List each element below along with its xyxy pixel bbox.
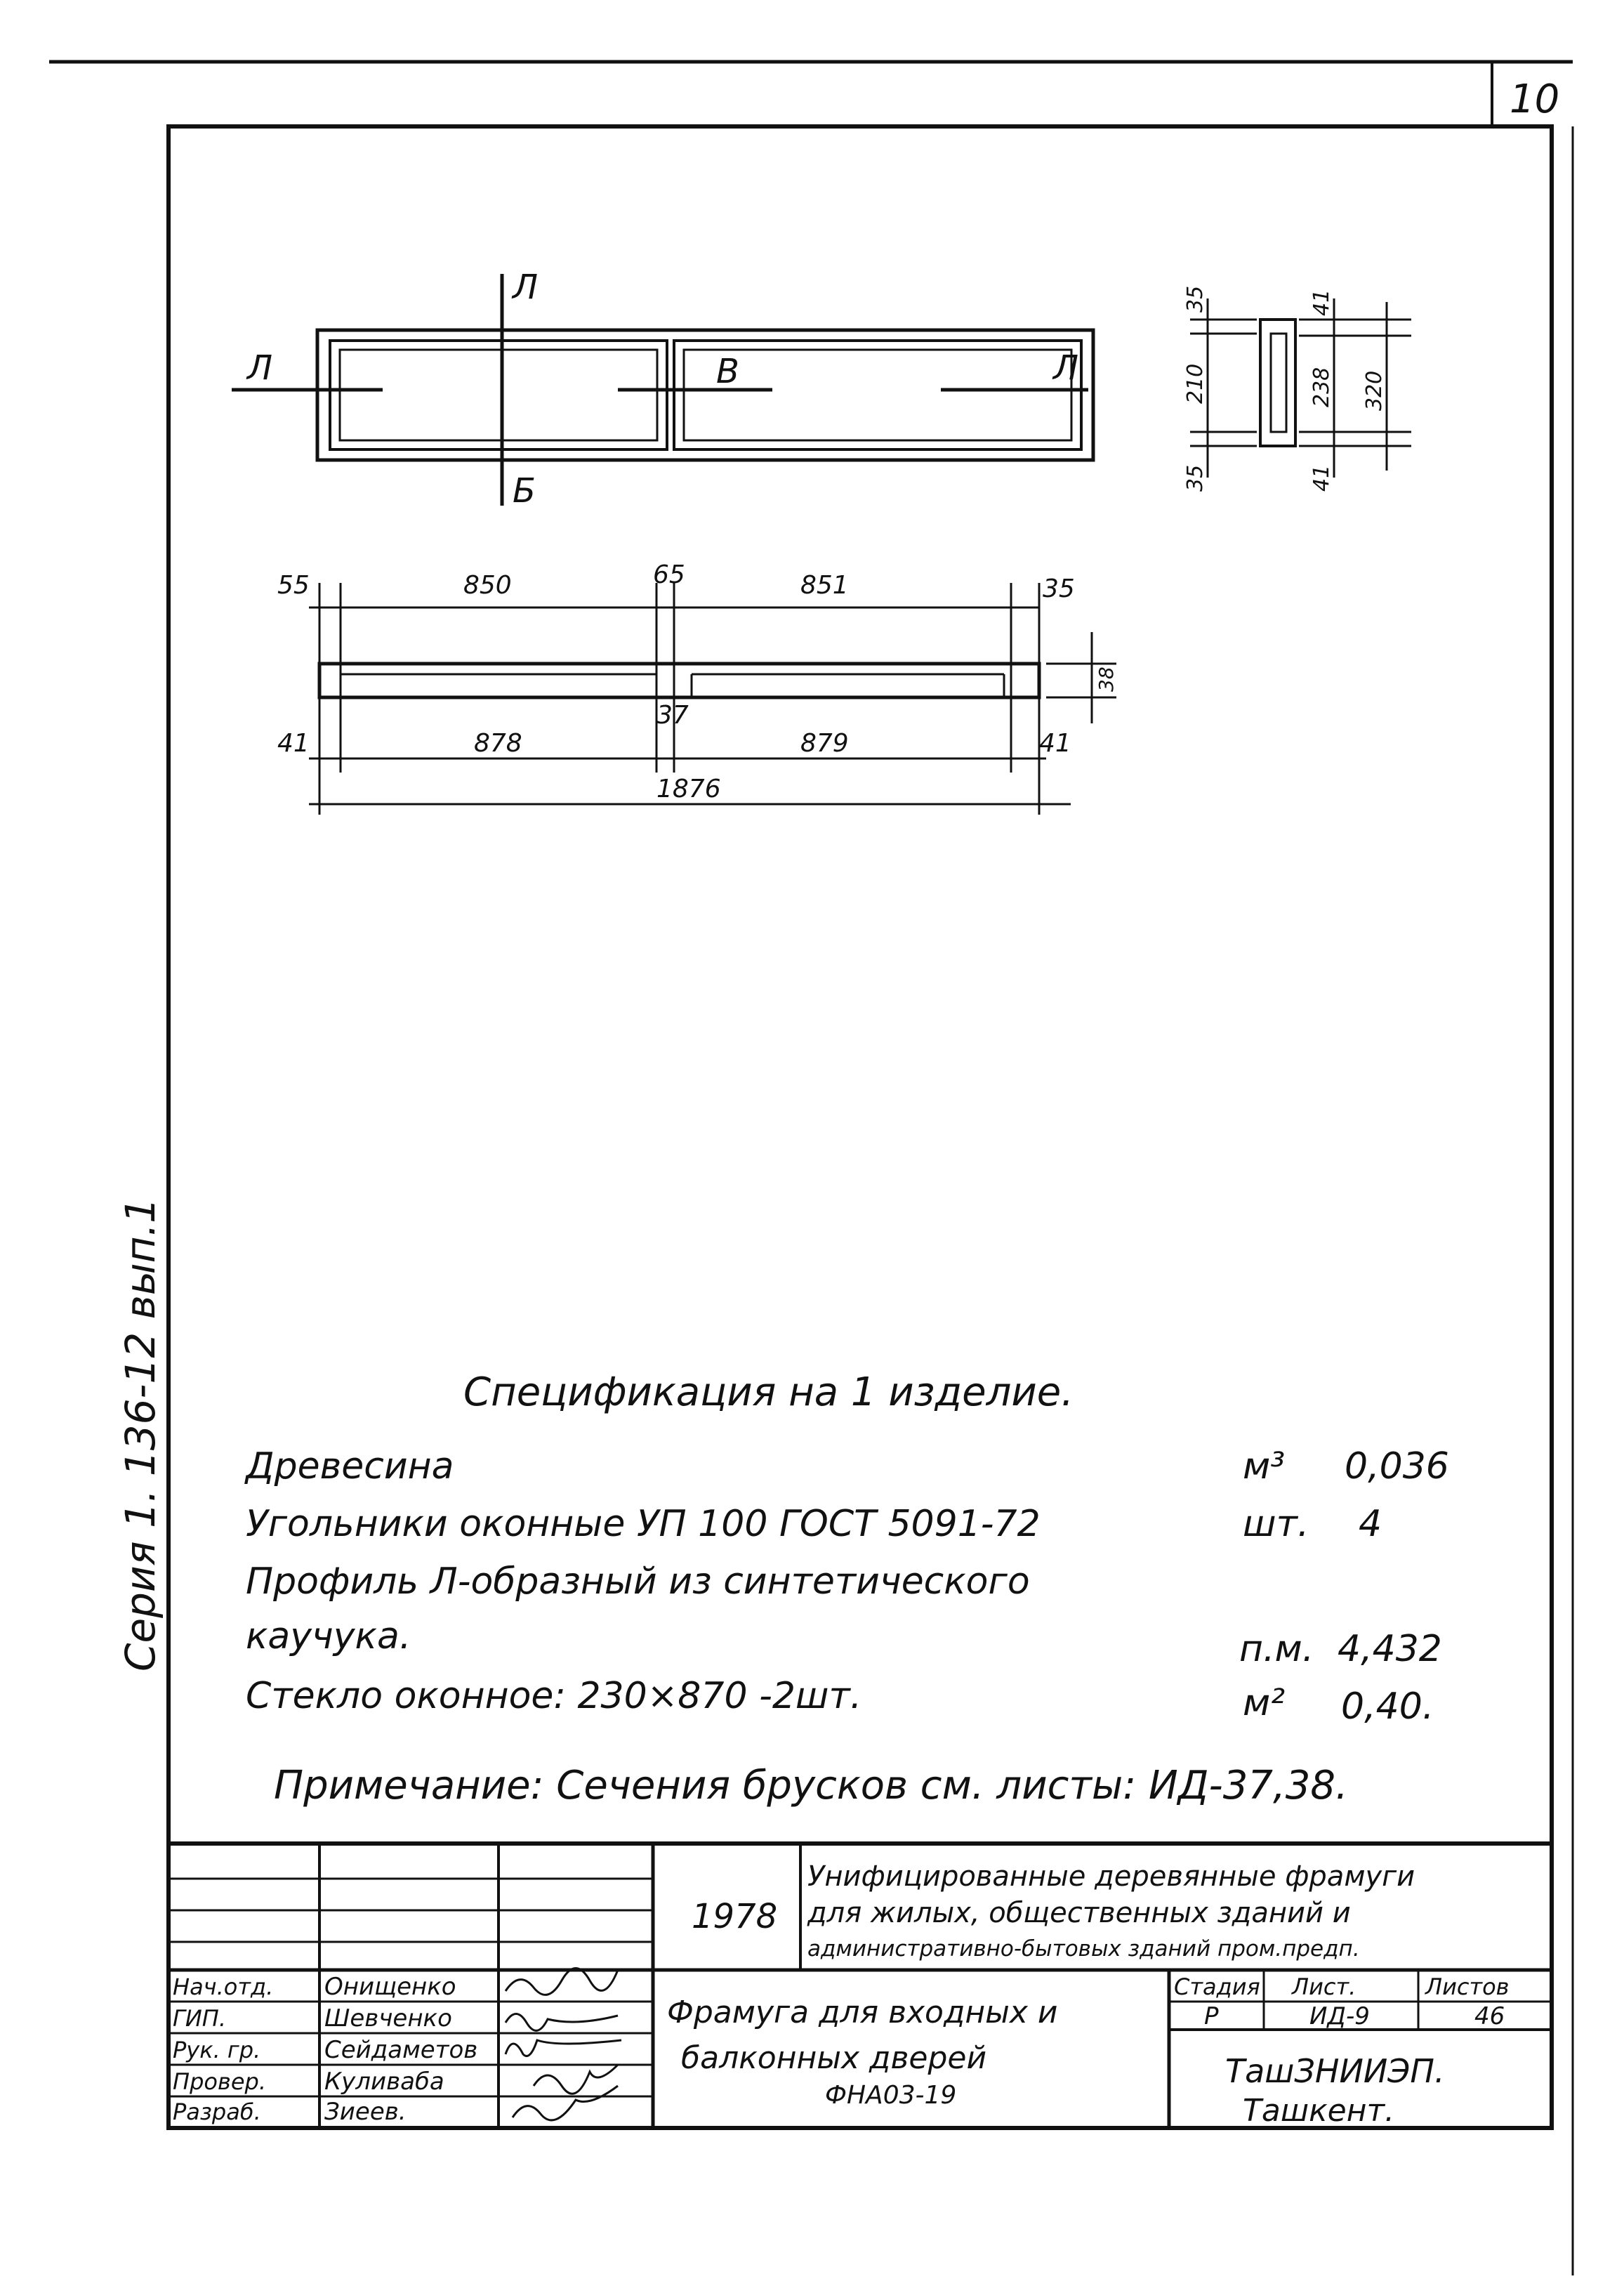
side-dim-r-mid: 238 [1309, 367, 1334, 407]
tb-name-1: Онищенко [324, 1973, 456, 2001]
elev-top-left: 55 [277, 571, 310, 600]
spec-row-5-name: Стекло оконное: 230×870 -2шт. [246, 1675, 862, 1717]
spec-row-4-name: каучука. [246, 1615, 411, 1657]
elev-bot-span2: 879 [800, 729, 849, 758]
elev-bot-span1: 878 [474, 729, 522, 758]
side-dim-total: 320 [1362, 370, 1387, 411]
tb-name-4: Куливаба [324, 2068, 444, 2096]
spec-row-5-qty: 0,40. [1341, 1686, 1434, 1728]
elev-top-mid: 65 [653, 560, 685, 589]
tb-sheets: 46 [1474, 2002, 1505, 2030]
spec-row-4-unit: п.м. [1239, 1628, 1314, 1670]
spec-note: Примечание: Сечения брусков см. листы: ИД-37,38. [274, 1763, 1348, 1808]
tb-project-line-2: для жилых, общественных зданий и [807, 1897, 1351, 1929]
tb-city: Ташкент. [1243, 2093, 1395, 2129]
section-a-right-label: Л [1053, 348, 1079, 388]
side-dim-bottom: 35 [1183, 464, 1208, 492]
elev-bot-mid: 37 [656, 701, 689, 730]
elev-top-right: 35 [1043, 574, 1075, 603]
tb-drawing-title-3: ФНА03-19 [825, 2081, 957, 2110]
sheet-number: 10 [1510, 77, 1560, 122]
elev-top-span2: 851 [800, 571, 849, 600]
label-v: В [716, 352, 739, 391]
side-dim-r-top: 41 [1309, 289, 1334, 316]
side-dim-r-bottom: 41 [1309, 464, 1334, 492]
spec-row-2-name: Угольники оконные УП 100 ГОСТ 5091-72 [246, 1503, 1041, 1545]
tb-sheets-label: Листов [1425, 1973, 1510, 2000]
section-b-bottom-label: Б [513, 471, 536, 511]
spec-row-4-qty: 4,432 [1338, 1628, 1442, 1670]
tb-stage: Р [1204, 2002, 1219, 2030]
tb-sheet-label: Лист. [1292, 1973, 1356, 2000]
tb-year: 1978 [692, 1897, 778, 1936]
tb-drawing-title-2: балконных дверей [681, 2040, 987, 2076]
elev-overall: 1876 [656, 775, 721, 803]
tb-sheet: ИД-9 [1309, 2002, 1370, 2030]
tb-drawing-title-1: Фрамуга для входных и [667, 1995, 1058, 2030]
elev-top-span1: 850 [463, 571, 512, 600]
side-dim-top: 35 [1183, 285, 1208, 313]
tb-role-5: Разраб. [173, 2098, 261, 2125]
tb-role-2: ГИП. [173, 2005, 226, 2032]
spec-title: Спецификация на 1 изделие. [463, 1369, 1074, 1415]
tb-stage-label: Стадия [1174, 1973, 1260, 2000]
tb-role-4: Провер. [173, 2068, 266, 2095]
spec-row-3-name: Профиль Л-образный из синтетического [246, 1561, 1030, 1603]
tb-role-1: Нач.отд. [173, 1973, 274, 2000]
spec-row-2-qty: 4 [1359, 1503, 1382, 1545]
elev-bot-left: 41 [277, 729, 310, 758]
tb-name-3: Сейдаметов [324, 2036, 478, 2064]
tb-org: ТашЗНИИЭП. [1225, 2052, 1445, 2090]
side-label: Серия 1. 136-12 вып.1 [117, 1197, 164, 1671]
tb-role-3: Рук. гр. [173, 2037, 261, 2063]
tb-project-line-1: Унифицированные деревянные фрамуги [807, 1860, 1415, 1893]
section-b-top-label: Л [513, 268, 539, 307]
elev-bot-right: 41 [1039, 729, 1071, 758]
spec-row-1-qty: 0,036 [1345, 1445, 1449, 1487]
tb-project-line-3: административно-бытовых зданий пром.предп. [807, 1936, 1360, 1962]
plan-view [232, 274, 1093, 506]
spec-row-5-unit: м² [1243, 1682, 1286, 1724]
spec-row-1-name: Древесина [246, 1445, 454, 1487]
tb-name-5: Зиеев. [324, 2098, 407, 2126]
elev-height: 38 [1095, 666, 1118, 692]
spec-row-1-unit: м³ [1243, 1445, 1286, 1487]
section-a-left-label: Л [247, 348, 273, 388]
tb-name-2: Шевченко [324, 2004, 452, 2032]
side-dim-mid: 210 [1183, 363, 1208, 404]
spec-row-2-unit: шт. [1243, 1503, 1309, 1545]
